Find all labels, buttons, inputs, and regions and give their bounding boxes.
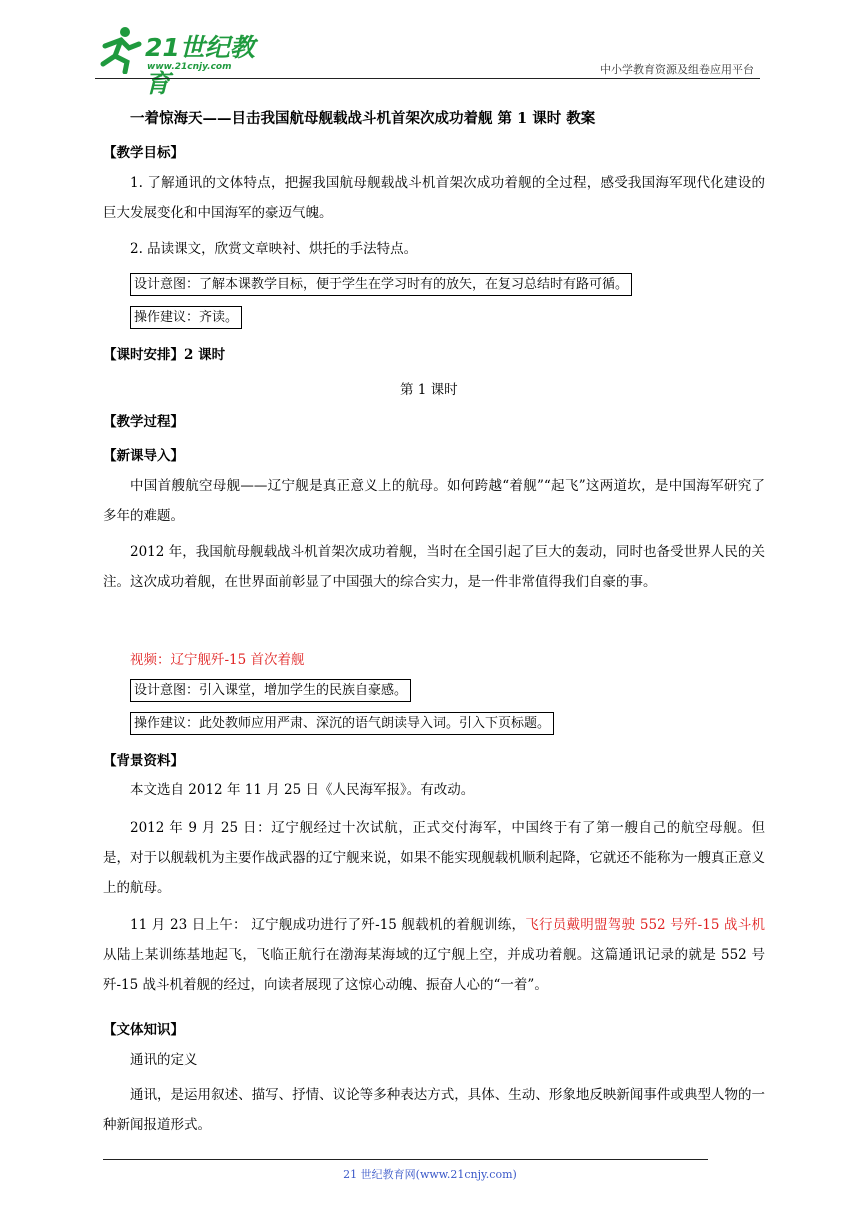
genre-heading: 通讯的定义 xyxy=(130,1052,198,1068)
genre-definition: 通讯，是运用叙述、描写、抒情、议论等多种表达方式，具体、生动、形象地反映新闻事件或典型人物的一种新闻报道形式。 xyxy=(103,1087,765,1133)
design-intent-box-2: 设计意图：引入课堂，增加学生的民族自豪感。 xyxy=(130,679,411,702)
section-schedule: 【课时安排】2 课时 xyxy=(103,347,226,363)
logo-url: www.21cnjy.com xyxy=(147,62,232,72)
logo-text: 21世纪教育 xyxy=(145,33,255,98)
background-text-b: 从陆上某训练基地起飞，飞临正航行在渤海某海域的辽宁舰上空，并成功着舰。这篇通讯记录的就是 552 号歼-15 战斗机着舰的经过，向读者展现了这惊心动魄、振奋人心的“一着”。 xyxy=(103,947,765,993)
page-header xyxy=(95,22,760,98)
header-divider xyxy=(95,78,760,79)
runner-icon xyxy=(95,24,143,74)
operation-tip-box: 操作建议：齐读。 xyxy=(130,306,242,329)
section-genre: 【文体知识】 xyxy=(103,1022,184,1038)
background-paragraph-1: 本文选自 2012 年 11 月 25 日《人民海军报》。有改动。 xyxy=(130,782,475,798)
design-intent-box: 设计意图：了解本课教学目标，便于学生在学习时有的放矢，在复习总结时有路可循。 xyxy=(130,273,632,296)
intro-paragraph-1: 中国首艘航空母舰——辽宁舰是真正意义上的航母。如何跨越“着舰”“起飞”这两道坎，是中国海军研究了多年的难题。 xyxy=(103,478,765,524)
operation-tip-box-2: 操作建议：此处教师应用严肃、深沉的语气朗读导入词。引入下页标题。 xyxy=(130,712,554,735)
background-paragraph-3 xyxy=(103,910,765,1000)
intro-paragraph-2: 2012 年，我国航母舰载战斗机首架次成功着舰，当时在全国引起了巨大的轰动，同时也备受世界人民的关注。这次成功着舰，在世界面前彰显了中国强大的综合实力，是一件非常值得我们自豪的事。 xyxy=(103,544,765,590)
footer[interactable]: 21 世纪教育网(www.21cnjy.com) xyxy=(343,1168,517,1181)
footer-divider xyxy=(103,1159,708,1160)
video-link[interactable]: 视频：辽宁舰歼-15 首次着舰 xyxy=(130,652,305,668)
background-text-a: 11 月 23 日上午： 辽宁舰成功进行了歼-15 舰载机的着舰训练， xyxy=(130,917,526,933)
lesson-label: 第 1 课时 xyxy=(400,382,458,398)
background-paragraph-2: 2012 年 9 月 25 日：辽宁舰经过十次试航，正式交付海军，中国终于有了第一艘自己的航空母舰。但是，对于以舰载机为主要作战武器的辽宁舰来说，如果不能实现舰载机顺利起降，它就还不能称为一艘真正意义上的航母。 xyxy=(103,820,765,896)
section-background: 【背景资料】 xyxy=(103,753,184,769)
page-title: 一着惊海天——目击我国航母舰载战斗机首架次成功着舰 第 1 课时 教案 xyxy=(130,110,596,127)
pilot-highlight: 飞行员戴明盟驾驶 552 号歼-15 战斗机 xyxy=(525,917,765,933)
goal-2: 2. 品读课文，欣赏文章映衬、烘托的手法特点。 xyxy=(130,241,418,257)
section-intro: 【新课导入】 xyxy=(103,448,184,464)
logo xyxy=(95,22,265,98)
section-goals: 【教学目标】 xyxy=(103,145,184,161)
platform-name: 中小学教育资源及组卷应用平台 xyxy=(600,63,754,76)
goal-1: 1. 了解通讯的文体特点，把握我国航母舰载战斗机首架次成功着舰的全过程，感受我国海军现代化建设的巨大发展变化和中国海军的豪迈气魄。 xyxy=(103,175,765,221)
section-process: 【教学过程】 xyxy=(103,414,184,430)
